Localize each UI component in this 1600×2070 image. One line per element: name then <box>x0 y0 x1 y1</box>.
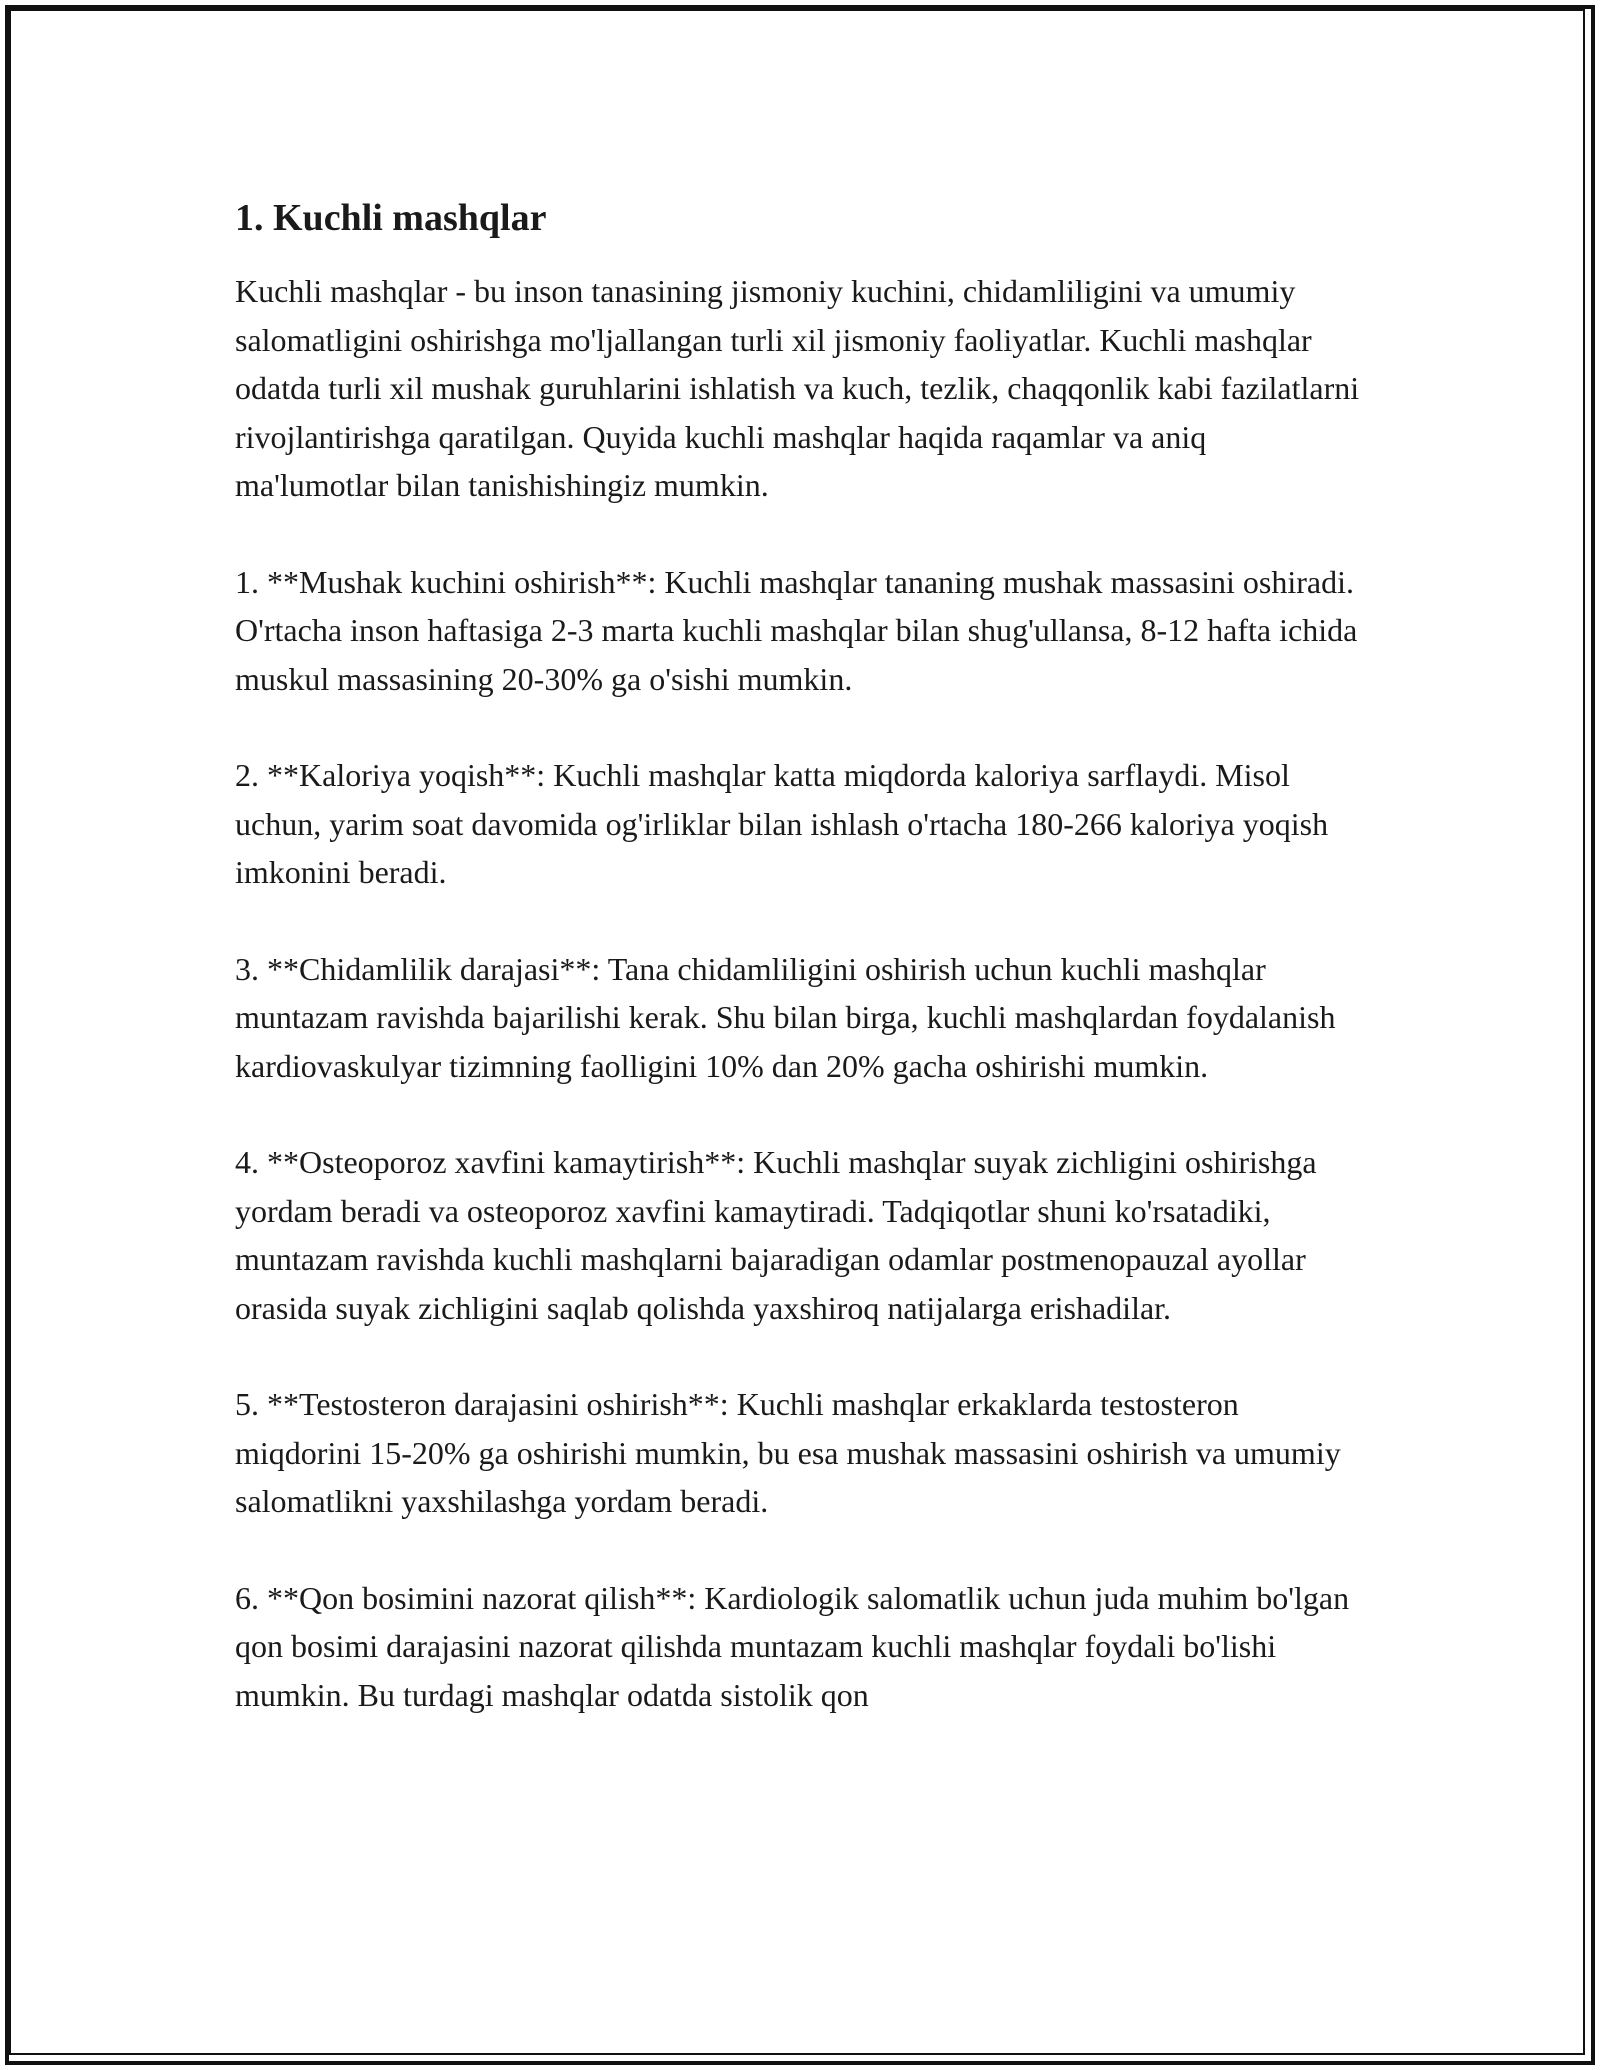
paragraph-intro: Kuchli mashqlar - bu inson tanasining jismoniy kuchini, chidamliligini va umumiy salomatligini oshirishga mo'ljallangan turli xil jismoniy faoliyatlar. Kuchli mashqlar odatda turli xil mushak guruhlarini ishlatish va kuch, tezlik, chaqqonlik kabi fazilatlarni rivojlantirishga qaratilgan. Quyida kuchli mashqlar haqida raqamlar va aniq ma'lumotlar bilan tanishishingiz mumkin. <box>235 273 1360 503</box>
paragraph-item-4: 4. **Osteoporoz xavfini kamaytirish**: Kuchli mashqlar suyak zichligini oshirishga yordam beradi va osteoporoz xavfini kamaytiradi. Tadqiqotlar shuni ko'rsatadiki, muntazam ravishda kuchli mashqlarni bajaradigan odamlar postmenopauzal ayollar orasida suyak zichligini saqlab qolishda yaxshiroq natijalarga erishadilar. <box>235 1144 1317 1326</box>
paragraph-item-6: 6. **Qon bosimini nazorat qilish**: Kardiologik salomatlik uchun juda muhim bo'lgan qon bosimi darajasini nazorat qilishda muntazam kuchli mashqlar foydali bo'lishi mumkin. Bu turdagi mashqlar odatda sistolik qon <box>235 1579 1350 1713</box>
document-title: 1. Kuchli mashqlar <box>235 197 547 239</box>
paragraph-item-5: 5. **Testosteron darajasini oshirish**: Kuchli mashqlar erkaklarda testosteron miqdorini 15-20% ga oshirishi mumkin, bu esa mushak massasini oshirish va umumiy salomatlikni yaxshilashga yordam beradi. <box>235 1386 1341 1519</box>
paragraph-item-1: 1. **Mushak kuchini oshirish**: Kuchli mashqlar tananing mushak massasini oshiradi. O'rtacha inson haftasiga 2-3 marta kuchli mashqlar bilan shug'ullansa, 8-12 hafta ichida muskul massasining 20-30% ga o'sishi mumkin. <box>235 563 1358 697</box>
paragraph-item-3: 3. **Chidamlilik darajasi**: Tana chidamliligini oshirish uchun kuchli mashqlar muntazam ravishda bajarilishi kerak. Shu bilan birga, kuchli mashqlardan foydalanish kardiovaskulyar tizimning faolligini 10% dan 20% gacha oshirishi mumkin. <box>235 950 1336 1084</box>
document-body <box>235 180 1365 1767</box>
paragraph-item-2: 2. **Kaloriya yoqish**: Kuchli mashqlar katta miqdorda kaloriya sarflaydi. Misol uchun, yarim soat davomida og'irliklar bilan ishlash o'rtacha 180-266 kaloriya yoqish imkonini beradi. <box>235 757 1329 890</box>
